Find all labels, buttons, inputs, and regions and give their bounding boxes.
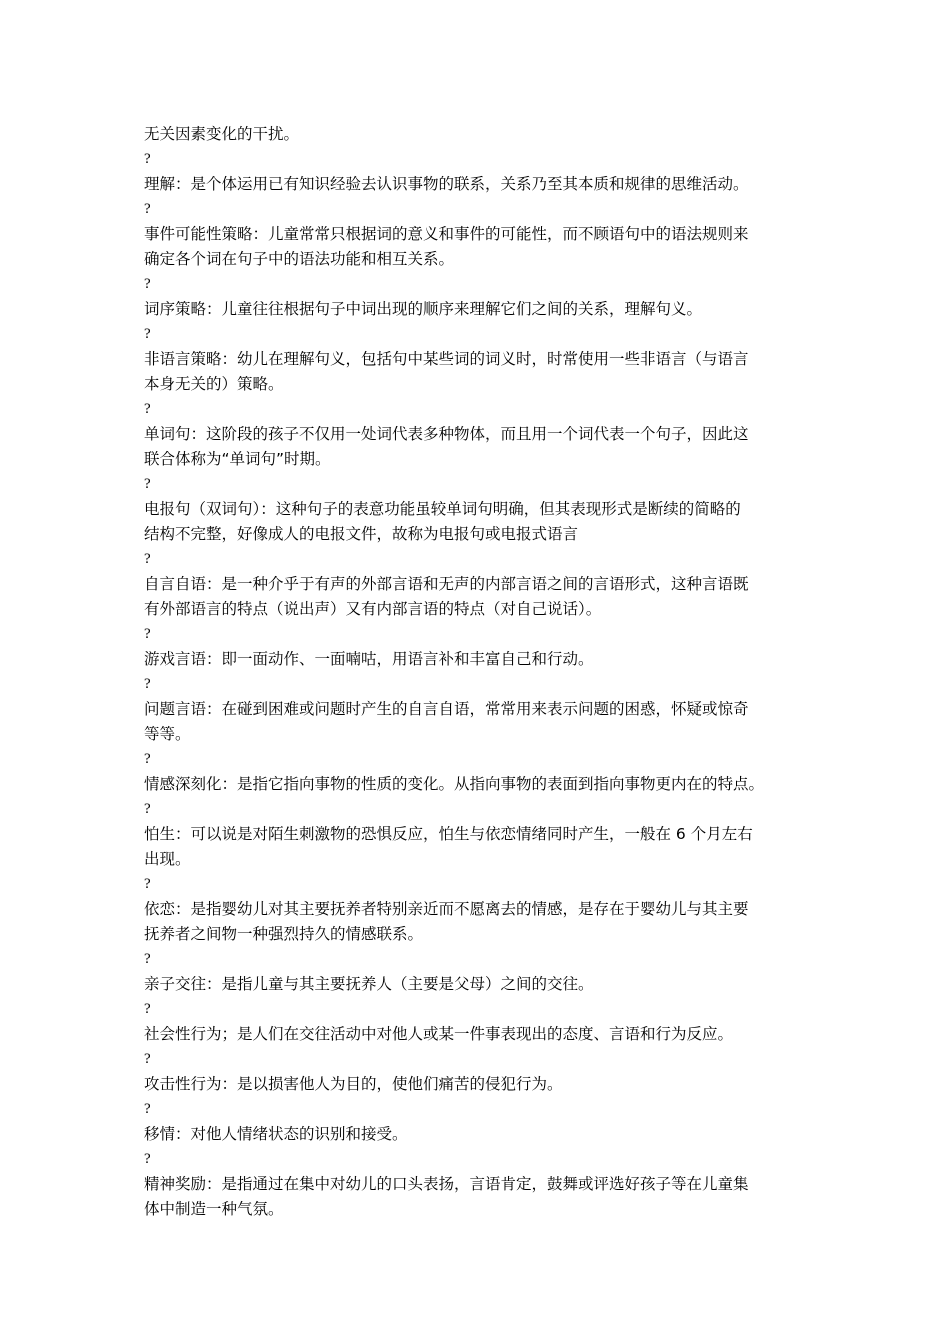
separator-mark: ? bbox=[144, 801, 151, 817]
document-page bbox=[144, 122, 810, 1222]
entry-line: 问题言语：在碰到困难或问题时产生的自言自语，常常用来表示问题的困惑，怀疑或惊奇 bbox=[144, 700, 749, 718]
entry-line: 联合体称为“单词句”时期。 bbox=[144, 450, 331, 468]
separator-mark: ? bbox=[144, 1101, 151, 1117]
separator-mark: ? bbox=[144, 201, 151, 217]
entry-spiritual-reward bbox=[144, 1147, 810, 1222]
entry-empathy bbox=[144, 1097, 810, 1147]
separator-mark: ? bbox=[144, 751, 151, 767]
separator-mark: ? bbox=[144, 401, 151, 417]
entry-emotional-deepening bbox=[144, 747, 810, 797]
entry-line: 单词句：这阶段的孩子不仅用一处词代表多种物体，而且用一个词代表一个句子，因此这 bbox=[144, 425, 749, 443]
entry-line: 依恋：是指婴幼儿对其主要抚养者特别亲近而不愿离去的情感，是存在于婴幼儿与其主要 bbox=[144, 900, 749, 918]
entry-line: 有外部语言的特点（说出声）又有内部言语的特点（对自己说话）。 bbox=[144, 600, 602, 618]
entry-word-order-strategy bbox=[144, 272, 810, 322]
entry-stranger-anxiety bbox=[144, 797, 810, 872]
entry-play-speech bbox=[144, 622, 810, 672]
separator-mark: ? bbox=[144, 476, 151, 492]
entry-line: 攻击性行为：是以损害他人为目的，使他们痛苦的侵犯行为。 bbox=[144, 1075, 563, 1093]
entry-line: 社会性行为；是人们在交往活动中对他人或某一件事表现出的态度、言语和行为反应。 bbox=[144, 1025, 734, 1043]
entry-self-talk bbox=[144, 547, 810, 622]
entry-understanding bbox=[144, 147, 810, 197]
separator-mark: ? bbox=[144, 676, 151, 692]
entry-nonverbal-strategy bbox=[144, 322, 810, 397]
entry-line: 亲子交往：是指儿童与其主要抚养人（主要是父母）之间的交往。 bbox=[144, 975, 594, 993]
separator-mark: ? bbox=[144, 326, 151, 342]
entry-telegraphic-sentence bbox=[144, 472, 810, 547]
lead-line: 无关因素变化的干扰。 bbox=[144, 125, 300, 143]
entry-line: 非语言策略：幼儿在理解句义，包括句中某些词的词义时，时常使用一些非语言（与语言 bbox=[144, 350, 749, 368]
entry-line: 自言自语：是一种介乎于有声的外部言语和无声的内部言语之间的言语形式，这种言语既 bbox=[144, 575, 749, 593]
entry-line: 理解：是个体运用已有知识经验去认识事物的联系，关系乃至其本质和规律的思维活动。 bbox=[144, 175, 749, 193]
separator-mark: ? bbox=[144, 151, 151, 167]
entry-aggressive-behavior bbox=[144, 1047, 810, 1097]
separator-mark: ? bbox=[144, 1001, 151, 1017]
separator-mark: ? bbox=[144, 951, 151, 967]
separator-mark: ? bbox=[144, 626, 151, 642]
entry-social-behavior bbox=[144, 997, 810, 1047]
entry-line: 移情：对他人情绪状态的识别和接受。 bbox=[144, 1125, 408, 1143]
entry-problem-speech bbox=[144, 672, 810, 747]
entry-single-word-sentence bbox=[144, 397, 810, 472]
entry-line: 等等。 bbox=[144, 725, 191, 743]
entry-line: 确定各个词在句子中的语法功能和相互关系。 bbox=[144, 250, 455, 268]
entry-line: 怕生：可以说是对陌生刺激物的恐惧反应，怕生与依恋情绪同时产生，一般在 6 个月左右 bbox=[144, 825, 753, 843]
entry-line: 事件可能性策略：儿童常常只根据词的意义和事件的可能性，而不顾语句中的语法规则来 bbox=[144, 225, 749, 243]
entry-line: 电报句（双词句）：这种句子的表意功能虽较单词句明确，但其表现形式是断续的简略的 bbox=[144, 500, 741, 518]
entry-line: 词序策略：儿童往往根据句子中词出现的顺序来理解它们之间的关系，理解句义。 bbox=[144, 300, 703, 318]
entry-line: 情感深刻化：是指它指向事物的性质的变化。从指向事物的表面到指向事物更内在的特点。 bbox=[144, 775, 765, 793]
entry-line: 结构不完整，好像成人的电报文件，故称为电报句或电报式语言 bbox=[144, 525, 579, 543]
entry-line: 体中制造一种气氛。 bbox=[144, 1200, 284, 1218]
entry-line: 本身无关的）策略。 bbox=[144, 375, 284, 393]
entry-parent-child-interaction bbox=[144, 947, 810, 997]
entry-line: 抚养者之间物一种强烈持久的情感联系。 bbox=[144, 925, 424, 943]
separator-mark: ? bbox=[144, 1051, 151, 1067]
entry-attachment bbox=[144, 872, 810, 947]
separator-mark: ? bbox=[144, 276, 151, 292]
entry-line: 游戏言语：即一面动作、一面喃咕，用语言补和丰富自己和行动。 bbox=[144, 650, 594, 668]
separator-mark: ? bbox=[144, 1151, 151, 1167]
separator-mark: ? bbox=[144, 551, 151, 567]
separator-mark: ? bbox=[144, 876, 151, 892]
entry-line: 精神奖励：是指通过在集中对幼儿的口头表扬，言语肯定，鼓舞或评选好孩子等在儿童集 bbox=[144, 1175, 749, 1193]
entry-line: 出现。 bbox=[144, 850, 191, 868]
entry-event-possibility-strategy bbox=[144, 197, 810, 272]
